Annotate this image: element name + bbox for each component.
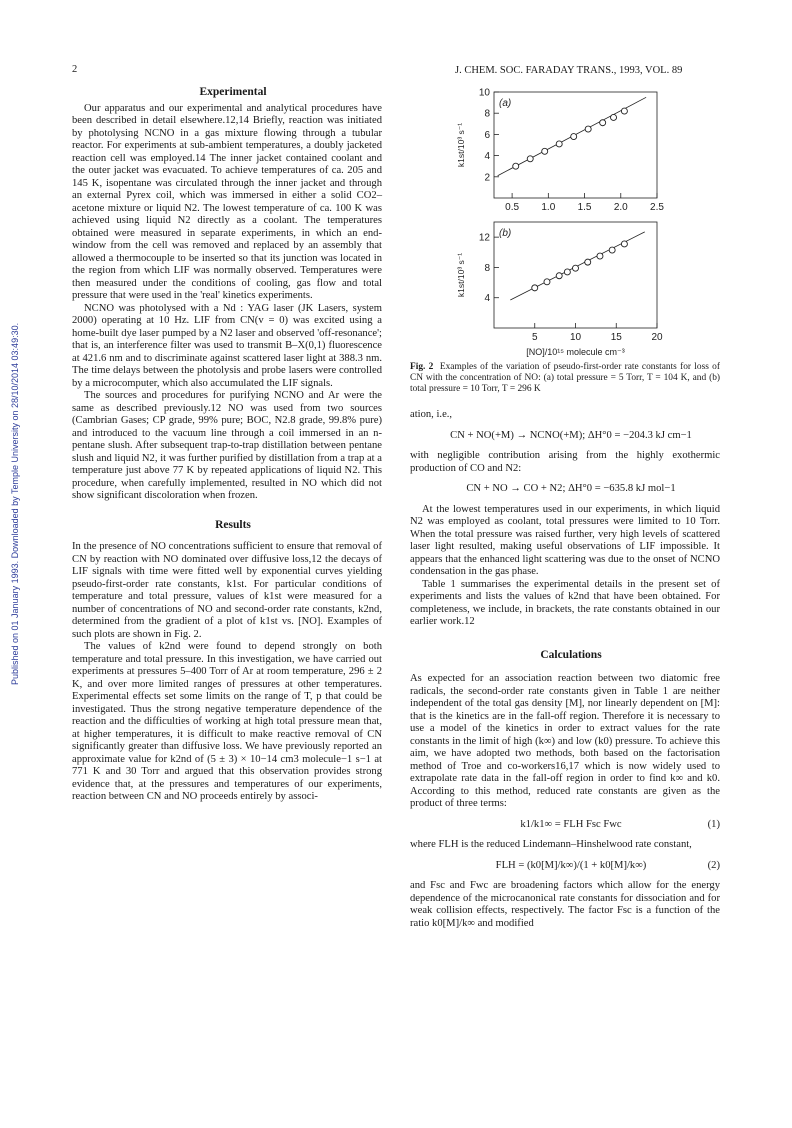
- equation-exothermic: CN + NO → CO + N2; ΔH°0 = −635.8 kJ mol−1: [466, 483, 676, 494]
- data-point: [609, 247, 615, 253]
- equation-association: CN + NO(+M) → NCNO(+M); ΔH°0 = −204.3 kJ cm−1: [450, 429, 692, 441]
- data-point: [621, 108, 627, 114]
- data-point: [527, 156, 533, 162]
- data-point: [542, 148, 548, 154]
- data-point: [585, 259, 591, 265]
- data-point: [600, 120, 606, 126]
- panel-label: (a): [499, 98, 512, 109]
- y-axis-label: k1st/10³ s⁻¹: [456, 252, 466, 298]
- journal-header: J. CHEM. SOC. FARADAY TRANS., 1993, VOL. 89: [455, 65, 683, 76]
- x-tick-label: 0.5: [505, 202, 520, 213]
- exp-paragraph-1: Our apparatus and our experimental and analytical procedures have been described in detail elsewhere.12,14 Briefly, reaction was initiated by photolysing NCNO in a gas mixture flowing through a tubular reactor. For experiments at sub-ambient temperatures, a doubly jacketed reaction cell was employed.14 The inner jacket contained coolant and the outer jacket was evacuated. To achieve temperatures of ca. 205 and 145 K, isopentane was circulated through the inner jacket and through an external Pyrex coil, which was immersed in either a solid CO2–acetone mixture or liquid N2. The lowest temperature of ca. 100 K was achieved using liquid N2 directly as a coolant. The temperatures obtained were measured in separate experiments, in which an end-window from the cell was removed and replaced by an assembly that allowed a thermocouple to be inserted so that its junction was located in the region from which LIF was normally observed. Temperatures were then measured under the conditions of cooling, gas flow and total pressure that were used in the 'real' kinetics experiments.: [72, 102, 382, 301]
- equation-1-number: (1): [707, 818, 720, 830]
- right-column: [410, 362, 720, 930]
- panel-a-chart: [456, 88, 664, 214]
- y-tick-label: 4: [484, 293, 490, 305]
- x-tick-label: 10: [569, 332, 582, 343]
- data-point: [564, 269, 570, 275]
- y-tick-label: 10: [478, 87, 490, 99]
- data-point: [585, 126, 591, 132]
- right-paragraph-2: with negligible contribution arising from the highly exothermic production of CO and N2:: [410, 450, 720, 474]
- data-point: [556, 273, 562, 279]
- y-tick-label: 12: [478, 232, 490, 244]
- page-number: 2: [72, 64, 78, 75]
- right-paragraph-6: where FLH is the reduced Lindemann–Hinshelwood rate constant,: [410, 839, 692, 850]
- data-point: [532, 285, 538, 291]
- results-heading: Results: [215, 518, 251, 531]
- equation-1: [410, 819, 720, 832]
- data-point: [571, 134, 577, 140]
- caption-text: Examples of the variation of pseudo-first-order rate constants for loss of CN with the concentration of NO: (a) total pressure = 5 Torr, T = 104 K, and (b) total pressure = 10 Torr, T = 296 K: [410, 362, 720, 394]
- panel-label: (b): [499, 228, 512, 239]
- res-paragraph-2: The values of k2nd were found to depend strongly on both temperature and total pressure. In this investigation, we have carried out experiments at pressures 5–400 Torr of Ar at room temperature, 296 ± 2 K, and over more limited ranges of pressures at other temperatures. Experimental effects set some limits on the range of T, p that could be investigated. Thus the strong negative temperature dependence of the reaction and the difficulties of working at high total pressure mean that, at higher temperatures, it is difficult to make reactive removal of CN significantly greater than diffusive loss. We have previously reported an approximate value for k2nd of (5 ± 3) × 10−14 cm3 molecule−1 s−1 at 771 K and 30 Torr and argued that this observation provides strong evidence that, at the pressures and temperatures of our experiments, reaction between CN and NO proceeds entirely by associ-: [72, 641, 382, 802]
- y-axis-label: k1st/10³ s⁻¹: [456, 122, 466, 168]
- data-point: [611, 114, 617, 120]
- panel-b-chart: [456, 222, 663, 357]
- y-tick-label: 6: [484, 129, 490, 141]
- data-point: [544, 279, 550, 285]
- plot-frame: [494, 92, 657, 198]
- equation-2: [410, 860, 720, 873]
- equation-2-body: FLH = (k0[M]/k∞)/(1 + k0[M]/k∞): [495, 859, 647, 871]
- right-paragraph-3: At the lowest temperatures used in our experiments, in which liquid N2 was employed as coolant, total pressures were limited to 10 Torr. When the total pressure was raised further, very high levels of scattered laser light resulted, making useful observations of LIF impossible. It appears that the enhanced light scattering was due to the onset of NCNO condensation in the gas phase.: [410, 503, 720, 577]
- download-watermark: Published on 01 January 1993. Downloaded by Temple University on 28/10/2014 03:49:30.: [10, 322, 20, 685]
- y-tick-label: 8: [484, 262, 490, 274]
- y-tick-label: 8: [484, 108, 490, 120]
- equation-1-body: k1/k1∞ = FLH Fsc Fwc: [520, 818, 622, 830]
- x-tick-label: 1.5: [577, 202, 592, 213]
- x-tick-label: 15: [610, 332, 622, 343]
- data-point: [573, 265, 579, 271]
- figure-caption: [410, 362, 720, 395]
- exp-paragraph-3: The sources and procedures for purifying NCNO and Ar were the same as described previously.12 NO was used from two sources (Cambrian Gases; CP grade, 99% pure; BOC, N2.8 grade, 99.8% pure) and introduced to the vacuum line through a coil immersed in an n-pentane slush. After subsequent trap-to-trap distillation between pentane slush and liquid N2, it was further purified by distillation from a trap at a temperature just above 77 K by repeated applications of liquid N2. This procedure, when carefully implemented, resulted in NO which did not show significant discoloration when frozen.: [72, 390, 382, 501]
- equation-2-number: (2): [707, 859, 720, 871]
- data-point: [597, 253, 603, 259]
- experimental-heading: Experimental: [199, 86, 267, 98]
- calculations-heading: Calculations: [540, 648, 602, 661]
- right-paragraph-7: and Fsc and Fwc are broadening factors which allow for the energy dependence of the microcanonical rate constants for dissociation and for weak collision effects, respectively. The factor Fsc is a function of the ratio k0[M]/k∞ and modified: [410, 880, 720, 929]
- y-tick-label: 4: [484, 151, 490, 163]
- data-point: [621, 241, 627, 247]
- x-tick-label: 5: [531, 332, 538, 343]
- res-paragraph-1: In the presence of NO concentrations sufficient to ensure that removal of CN by reaction with NO dominated over diffusive loss,12 the decays of LIF signals with time were fitted well by exponential curves yielding pseudo-first-order rate constants, k1st. For particular conditions of temperature and total pressure, values of k1st were measured for a number of concentrations of NO and second-order rate constants, k2nd, determined from the gradient of a plot of k1st vs. [NO]. Examples of such plots are shown in Fig. 2.: [72, 541, 382, 640]
- data-point: [513, 163, 519, 169]
- right-paragraph-1: ation, i.e.,: [410, 409, 453, 420]
- x-tick-label: 1.0: [541, 202, 556, 213]
- right-paragraph-4: Table 1 summarises the experimental details in the present set of experiments and lists the values of k2nd that have been obtained. For completeness, we include, in brackets, the rate constants obtained in our earlier work.12: [410, 578, 720, 627]
- figure-2: [450, 84, 680, 366]
- data-point: [556, 141, 562, 147]
- x-tick-label: 2.0: [613, 202, 628, 213]
- exp-paragraph-2: NCNO was photolysed with a Nd : YAG laser (JK Lasers, system 2000) operating at 10 Hz. LIF from CN(v = 0) was excited using a home-built dye laser pumped by a N2 laser and observed 'off-resonance'; that is, an interference filter was used to transmit B–X(0,1) fluorescence at 421.6 nm and to discriminate against scattered laser light at 388.3 nm. The time delays between the photolysis and probe lasers were controlled by a microcomputer, which also accumulated the LIF signals.: [72, 302, 382, 389]
- caption-label: Fig. 2: [410, 362, 434, 372]
- x-tick-label: 2.5: [650, 202, 664, 213]
- x-tick-label: 20: [651, 332, 663, 343]
- x-axis-label: [NO]/10¹⁵ molecule cm⁻³: [526, 347, 625, 357]
- right-paragraph-5: As expected for an association reaction between two diatomic free radicals, the second-order rate constants given in Table 1 are neither independent of the total gas density [M], nor linearly dependent on [M]: that is the kinetics are in the fall-off region. Therefore it is necessary to use a model of the kinetics in order to extract values for the rate constants in the limit of high (k∞) and low (k0) pressure. To achieve this aim, we have adopted two methods, both based on the factorisation method of Troe and co-workers16,17 which is now widely used to extrapolate rate data in the fall-off region in order to find k∞ and k0. According to this method, reduced rate constants are given as the product of three terms:: [410, 673, 720, 809]
- left-column: [72, 86, 382, 804]
- y-tick-label: 2: [484, 172, 490, 184]
